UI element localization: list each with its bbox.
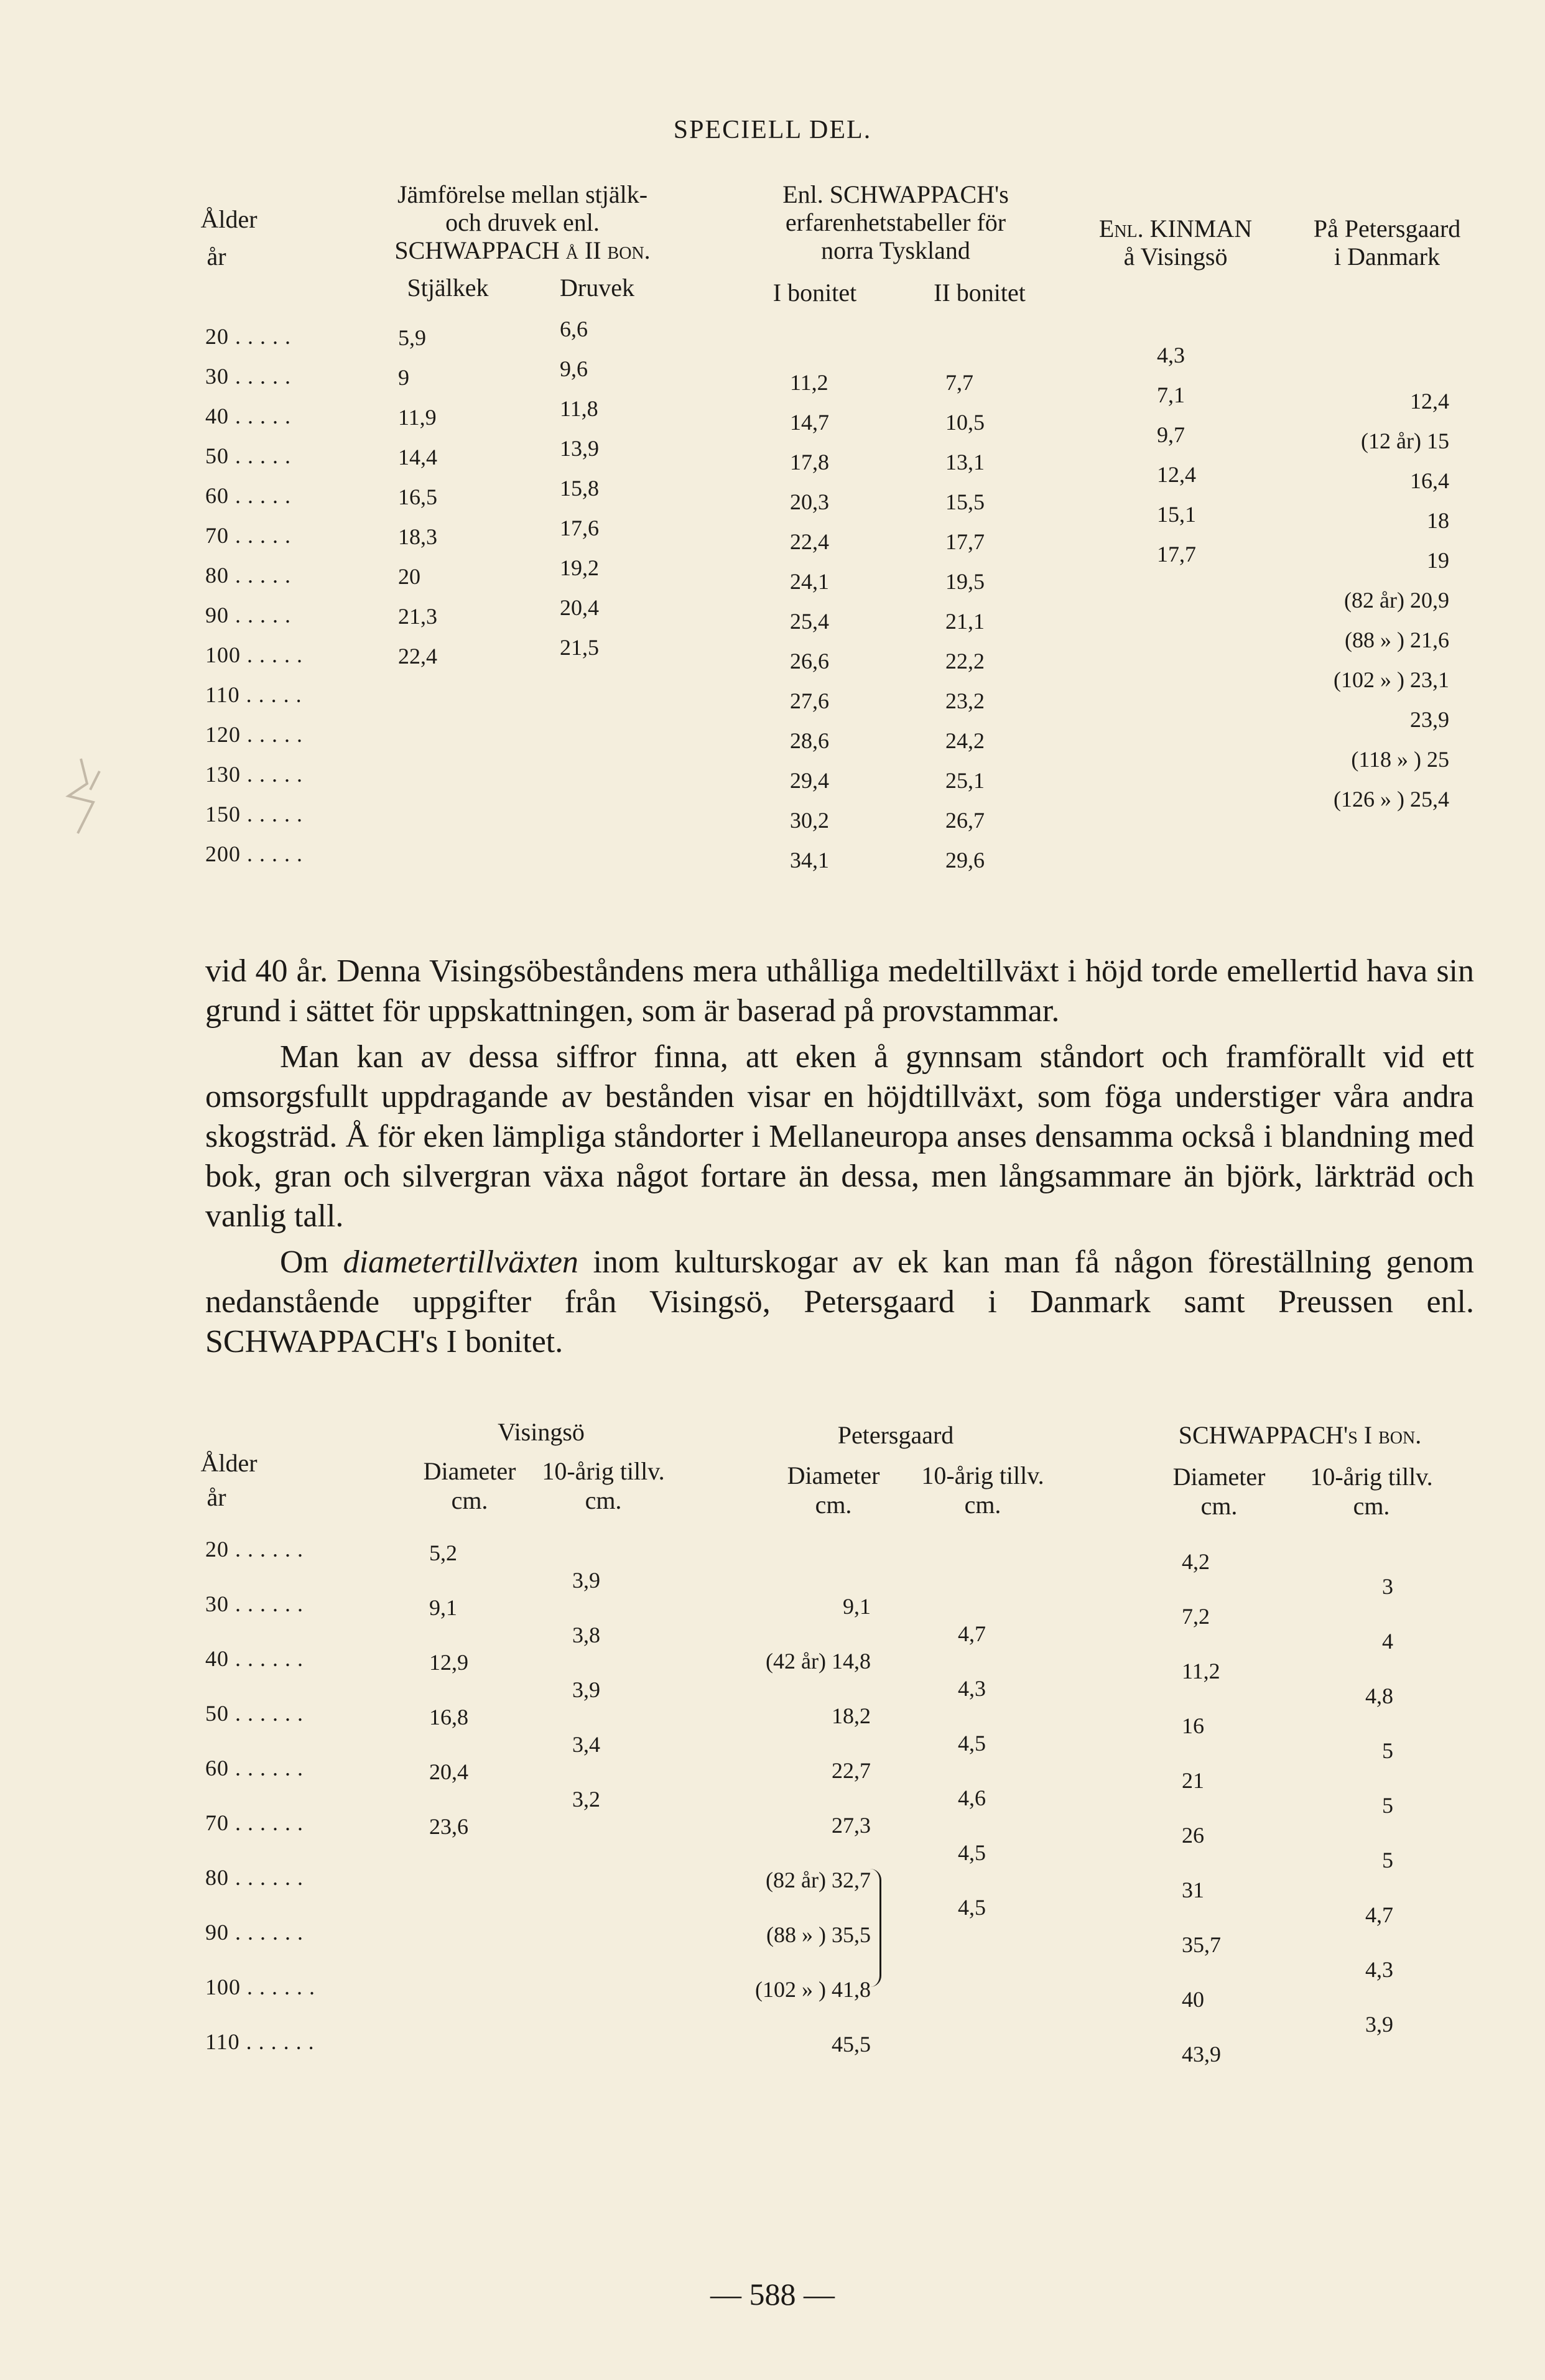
table-1-cell-bonitet-1: 24,1 [790,569,829,594]
t2-vis-tillv-unit: cm. [585,1486,622,1514]
table-1-cell-bonitet-1: 26,6 [790,649,829,674]
t2-vis-diameter: 16,8 [429,1705,468,1729]
table-1-cell-druvek: 21,5 [560,635,599,660]
paragraph-3 [205,1243,1474,1362]
table-1-cell-kinman: 9,7 [1157,422,1185,447]
t2-age-label: 100 . . . . . . [205,1975,315,1999]
col-header-jamforelse-2: och druvek enl. [445,208,600,236]
col-header-alder: Ålder [200,205,258,233]
t2-col-header-visingso: Visingsö [498,1418,585,1446]
table-1-cell-bonitet-2: 29,6 [945,848,985,873]
page-number: — 588 — [710,2277,835,2312]
table-1-cell-stjalkek: 20 [398,564,420,589]
table-1-cell-kinman: 17,7 [1157,542,1196,567]
table-1-age-label: 150 . . . . . [205,802,303,827]
t2-sch-diameter-unit: cm. [1200,1492,1238,1520]
paper-stain [44,746,131,846]
t2-pet-diameter: (42 år) 14,8 [766,1649,871,1674]
t2-pet-tillv: 4,5 [958,1895,986,1920]
col-header-schwappach: Enl. SCHWAPPACH's [782,180,1009,208]
col-header-petersgaard: På Petersgaard [1313,215,1461,243]
t2-pet-diameter: 27,3 [832,1813,871,1838]
t2-pet-diameter-unit: cm. [815,1491,852,1519]
table-1-cell-bonitet-2: 19,5 [945,569,985,594]
table-1-cell-bonitet-2: 24,2 [945,728,985,753]
col-header-jamforelse-3: SCHWAPPACH å II bon. [394,236,651,264]
t2-vis-diameter-unit: cm. [451,1486,488,1514]
table-1-cell-petersgaard: 19 [1427,548,1449,573]
t2-vis-tillv: 3,9 [572,1568,600,1593]
table-1-age-label: 30 . . . . . [205,364,291,389]
table-1-age-label: 70 . . . . . [205,523,291,548]
t2-age-label: 20 . . . . . . [205,1537,304,1562]
t2-sch-tillv-unit: cm. [1353,1492,1390,1520]
t2-pet-diameter-header: Diameter [787,1461,880,1489]
table-1-cell-bonitet-2: 23,2 [945,688,985,713]
t2-vis-tillv: 3,2 [572,1787,600,1812]
table-1-cell-bonitet-2: 26,7 [945,808,985,833]
table-1-age-label: 130 . . . . . [205,762,303,787]
table-1-cell-petersgaard: 16,4 [1410,468,1449,493]
table-1-cell-druvek: 17,6 [560,516,599,540]
t2-sch-diameter: 26 [1182,1823,1204,1848]
t2-vis-tillv-header: 10-årig tillv. [542,1457,665,1485]
t2-vis-diameter: 5,2 [429,1540,457,1565]
table-1-cell-bonitet-1: 17,8 [790,450,829,475]
table-1-cell-bonitet-1: 34,1 [790,848,829,873]
t2-pet-diameter: (82 år) 32,7 [766,1868,871,1892]
t2-sch-diameter: 31 [1182,1878,1204,1902]
table-1-cell-druvek: 6,6 [560,317,588,341]
table-1-cell-bonitet-2: 17,7 [945,529,985,554]
t2-sch-tillv: 5 [1382,1738,1393,1763]
t2-sch-diameter: 16 [1182,1713,1204,1738]
col-header-kinman: Enl. KINMAN [1098,215,1253,243]
t2-age-label: 50 . . . . . . [205,1701,304,1726]
table-1-cell-bonitet-2: 13,1 [945,450,985,475]
t2-col-header-ar: år [206,1483,226,1511]
table-1-age-label: 90 . . . . . [205,603,291,627]
t2-sch-diameter-header: Diameter [1172,1463,1266,1491]
paragraph-1: vid 40 år. Denna Visingsöbeståndens mera uthålliga medeltillväxt i höjd torde emellertid hava sin grund i sättet för uppskattningen, som är baserad på provstammar. [205,953,1474,1029]
table-1-cell-bonitet-2: 10,5 [945,410,985,435]
table-1-cell-druvek: 19,2 [560,555,599,580]
t2-pet-tillv-unit: cm. [964,1491,1001,1519]
table-1-cell-druvek: 9,6 [560,356,588,381]
t2-vis-diameter: 23,6 [429,1814,468,1839]
t2-sch-diameter: 21 [1182,1768,1204,1793]
table-1-age-label: 100 . . . . . [205,642,303,667]
t2-sch-tillv: 4,3 [1365,1957,1393,1982]
t2-age-label: 110 . . . . . . [205,2029,315,2054]
brace-bracket [865,1869,881,1987]
t2-col-header-schwappach: SCHWAPPACH's I bon. [1178,1421,1422,1449]
table-1-cell-bonitet-1: 11,2 [790,370,828,395]
t2-sch-diameter: 43,9 [1182,2042,1221,2067]
table-1-cell-bonitet-2: 25,1 [945,768,985,793]
table-1-cell-petersgaard: (82 år) 20,9 [1344,588,1449,613]
table-1-cell-stjalkek: 21,3 [398,604,437,629]
t2-vis-tillv: 3,9 [572,1677,600,1702]
t2-age-label: 30 . . . . . . [205,1591,304,1616]
table-1-cell-stjalkek: 16,5 [398,484,437,509]
col-header-petersgaard-2: i Danmark [1334,243,1440,271]
table-1-cell-petersgaard: (12 år) 15 [1361,428,1449,453]
table-1-cell-bonitet-2: 15,5 [945,489,985,514]
t2-vis-tillv: 3,4 [572,1732,600,1757]
t2-sch-diameter: 11,2 [1182,1659,1220,1683]
table-1-cell-petersgaard: (126 » ) 25,4 [1334,787,1449,812]
t2-col-header-petersgaard: Petersgaard [837,1421,954,1449]
t2-pet-diameter: 45,5 [832,2032,871,2057]
table-1-cell-bonitet-1: 22,4 [790,529,829,554]
table-1-cell-kinman: 4,3 [1157,343,1185,368]
page-header: SPECIELL DEL. [673,116,872,144]
col-header-kinman-2: å Visingsö [1123,243,1228,271]
t2-sch-diameter: 40 [1182,1987,1204,2012]
t2-pet-tillv: 4,3 [958,1676,986,1701]
t2-pet-tillv: 4,5 [958,1840,986,1865]
paragraph-3-start: Om [280,1244,343,1280]
table-1-cell-druvek: 13,9 [560,436,599,461]
table-1-cell-petersgaard: 18 [1427,508,1449,533]
t2-pet-tillv: 4,7 [958,1621,986,1646]
t2-age-label: 90 . . . . . . [205,1920,304,1945]
table-1-cell-stjalkek: 11,9 [398,405,437,430]
table-1-age-label: 120 . . . . . [205,722,303,747]
t2-sch-tillv: 4 [1382,1629,1393,1654]
paragraph-3-emphasis: diametertillväxten [343,1244,578,1280]
t2-sch-diameter: 7,2 [1182,1604,1210,1629]
table-1-age-label: 80 . . . . . [205,563,291,588]
table-1-age-label: 60 . . . . . [205,483,291,508]
table-1-cell-bonitet-1: 14,7 [790,410,829,435]
table-1-age-label: 40 . . . . . [205,404,291,428]
table-1-cell-bonitet-1: 27,6 [790,688,829,713]
t2-vis-diameter: 12,9 [429,1650,468,1675]
table-1-cell-kinman: 15,1 [1157,502,1196,527]
table-1-cell-bonitet-1: 30,2 [790,808,829,833]
table-1-cell-bonitet-1: 25,4 [790,609,829,634]
t2-age-label: 80 . . . . . . [205,1865,304,1890]
body-text [205,952,1474,1362]
t2-vis-diameter-header: Diameter [423,1457,516,1485]
t2-age-label: 40 . . . . . . [205,1646,304,1671]
col-header-druvek: Druvek [560,274,634,302]
table-1-cell-stjalkek: 14,4 [398,445,437,470]
t2-sch-tillv: 5 [1382,1848,1393,1873]
t2-sch-tillv: 5 [1382,1793,1393,1818]
col-header-jamforelse: Jämförelse mellan stjälk- [397,180,648,208]
table-1-cell-kinman: 12,4 [1157,462,1196,487]
col-header-bonitet-1: I bonitet [772,279,857,307]
t2-sch-tillv: 3,9 [1365,2012,1393,2037]
table-1-cell-druvek: 20,4 [560,595,599,620]
t2-pet-diameter: 9,1 [843,1594,871,1619]
t2-vis-diameter: 9,1 [429,1595,457,1620]
t2-vis-diameter: 20,4 [429,1759,468,1784]
col-header-ar: år [206,243,226,271]
table-1-cell-bonitet-2: 21,1 [945,609,985,634]
table-1-cell-druvek: 15,8 [560,476,599,501]
t2-pet-tillv: 4,6 [958,1785,986,1810]
table-1-age-label: 110 . . . . . [205,682,302,707]
table-1-cell-bonitet-1: 28,6 [790,728,829,753]
table-1-cell-petersgaard: (88 » ) 21,6 [1345,627,1449,652]
table-1-cell-petersgaard: (118 » ) 25 [1351,747,1449,772]
table-1-cell-petersgaard: 23,9 [1410,707,1449,732]
table-1-cell-druvek: 11,8 [560,396,598,421]
table-1-age-label: 20 . . . . . [205,324,291,349]
table-1-age-label: 200 . . . . . [205,841,303,866]
t2-pet-diameter: (88 » ) 35,5 [766,1922,871,1947]
col-header-bonitet-2: II bonitet [934,279,1026,307]
t2-col-header-alder: Ålder [200,1449,258,1477]
table-1-cell-bonitet-2: 7,7 [945,370,973,395]
t2-sch-tillv: 4,7 [1365,1902,1393,1927]
t2-sch-diameter: 4,2 [1182,1549,1210,1574]
t2-sch-tillv-header: 10-årig tillv. [1310,1463,1433,1491]
col-header-stjalkek: Stjälkek [407,274,489,302]
table-1-cell-bonitet-1: 29,4 [790,768,829,793]
t2-pet-tillv-header: 10-årig tillv. [921,1461,1044,1489]
table-1-cell-stjalkek: 18,3 [398,524,437,549]
col-header-schwappach-3: norra Tyskland [821,236,970,264]
t2-sch-diameter: 35,7 [1182,1932,1221,1957]
table-1-cell-kinman: 7,1 [1157,382,1185,407]
t2-sch-tillv: 4,8 [1365,1683,1393,1708]
t2-pet-diameter: 22,7 [832,1758,871,1783]
paragraph-2: Man kan av dessa siffror finna, att eken å gynnsam ståndort och framförallt vid ett omsorgsfullt uppdragande av bestånden visar en höjdtillväxt, som föga understiger våra andra skogsträd. Å för eken lämpliga ståndorter i Mellaneuropa anses densamma också i blandning med bok, gran och silvergran växa något fortare än dessa, men långsammare än björk, lärkträd och vanlig tall. [205,1039,1474,1234]
table-1-cell-stjalkek: 22,4 [398,644,437,669]
table-1-cell-stjalkek: 5,9 [398,325,426,350]
t2-vis-tillv: 3,8 [572,1623,600,1647]
table-1-cell-petersgaard: (102 » ) 23,1 [1334,667,1449,692]
table-1-cell-bonitet-2: 22,2 [945,649,985,674]
t2-pet-diameter: 18,2 [832,1703,871,1728]
paragraph-3-rest: inom kulturskogar av ek kan man få någon föreställning genom nedanstående uppgifter från Visingsö, Petersgaard i Danmark samt Preussen enl. SCHWAPPACH's I bonitet. [205,1244,1475,1359]
table-1-cell-bonitet-1: 20,3 [790,489,829,514]
col-header-schwappach-2: erfarenhetstabeller för [785,208,1006,236]
table-1-age-label: 50 . . . . . [205,443,291,468]
table-1-cell-stjalkek: 9 [398,365,409,390]
t2-age-label: 70 . . . . . . [205,1810,304,1835]
t2-age-label: 60 . . . . . . [205,1756,304,1780]
t2-sch-tillv: 3 [1382,1574,1393,1599]
t2-pet-diameter: (102 » ) 41,8 [755,1977,871,2002]
t2-pet-tillv: 4,5 [958,1731,986,1756]
table-1-cell-petersgaard: 12,4 [1410,389,1449,414]
